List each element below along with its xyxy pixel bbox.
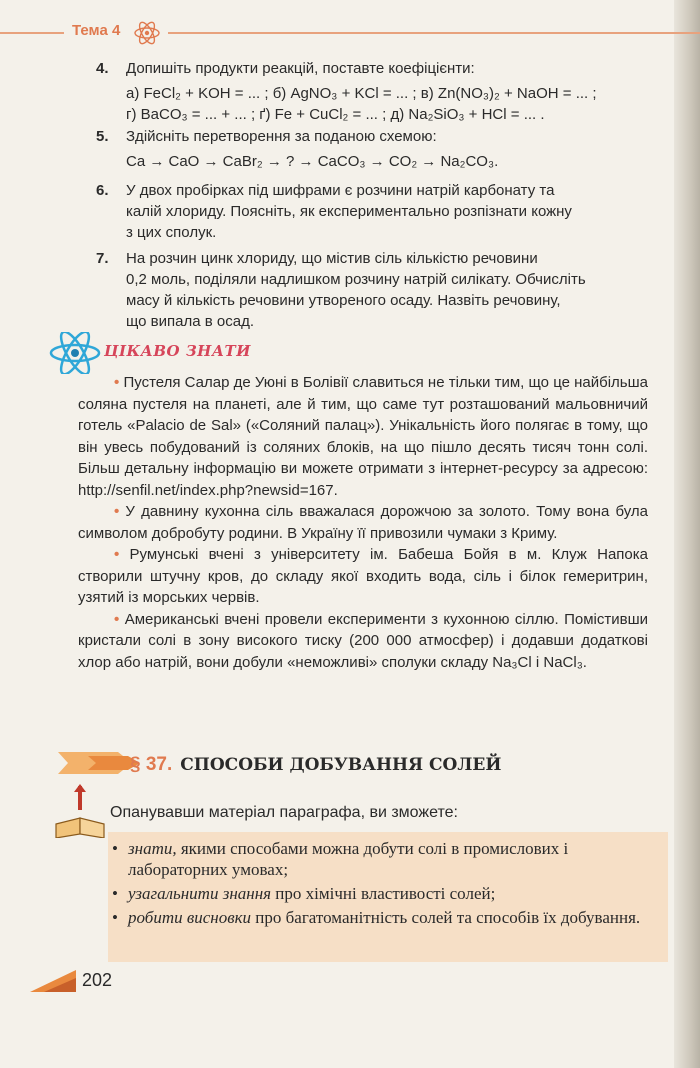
task-6 [96,180,656,243]
fact-text: Пустеля Салар де Уюні в Болівії славиться не тільки тим, що це найбільша соляна пустеля на планеті, але й тим, що саме тут розташований мальовничий готель «Palacio de Sal» («Соляний палац»). Унікальність його полягає в тому, що він увесь побудований із соляних блоків, на що пішло десять тисяч тонн солі. Більш детальну інформацію ви можете отримати з інтернет-ресурсу за адресою: http://senfil.net/index.php?newsid=167. [78,374,648,499]
task-line: г) BaCO₃ = ... + ... ; ґ) Fe + CuCl₂ = ... ; д) Na₂SiO₃ + HCl = ... . [126,106,545,123]
fact-text: Американські вчені провели експерименти з кухонною сіллю. Помістивши кристали солі в зону високого тиску (200 000 атмосфер) і додавши додаткові хлор або натрій, вони добули «неможливі» сполуки складу Na₃Cl і NaCl₃. [78,610,648,671]
task-number: 7. [96,250,109,267]
fact-paragraph [78,501,648,544]
page-number: 202 [82,970,113,990]
task-line: калій хлориду. Поясніть, як експериментально розпізнати кожну [126,203,572,220]
bullet-icon: • [114,374,120,391]
objective-keyword: робити висновки [128,908,252,927]
bullet-icon: • [114,546,120,563]
objective-text: якими способами можна добути солі в промислових і лабораторних умовах; [128,839,569,879]
objectives-list [112,838,652,931]
theme-label: Тема 4 [72,22,121,39]
open-book-icon [54,784,110,838]
fact-text: У давнину кухонна сіль вважалася дорожчою за золото. Тому вона була символом добробуту родини. В Україну її привозили чумаки з Криму. [78,503,648,542]
fact-paragraph [78,372,648,501]
objective-text: про хімічні властивості солей; [271,884,496,903]
bullet-icon: • [112,839,118,858]
objective-item [112,907,652,928]
objective-item [112,838,652,880]
bullet-icon: • [112,884,118,903]
fact-paragraph [78,609,648,674]
bullet-icon: • [112,908,118,927]
task-line: а) FeCl₂ + KOH = ... ; б) AgNO₃ + KCl = ... ; в) Zn(NO₃)₂ + NaOH = ... ; [126,85,597,102]
task-7 [96,248,656,332]
task-line: У двох пробірках під шифрами є розчини натрій карбонату та [126,182,555,199]
atom-icon [132,18,162,48]
objective-item [112,883,652,904]
fact-paragraph [78,544,648,609]
task-line: Здійсніть перетворення за поданою схемою: [126,128,437,145]
section-heading [130,754,501,776]
bullet-icon: • [114,610,120,628]
interest-title: ЦІКАВО ЗНАТИ [104,342,251,360]
page-footer [30,966,130,996]
objective-keyword: узагальнити знання [128,884,272,903]
section-number: § 37. [130,754,173,775]
interest-facts [78,372,648,673]
section-title: СПОСОБИ ДОБУВАННЯ СОЛЕЙ [180,755,502,775]
task-4 [96,58,656,125]
task-line: Ca → CaO → CaBr₂ → ? → CaCO₃ → CO₂ → Na₂CO₃. [126,153,499,170]
task-number: 6. [96,182,109,199]
page-edge [674,0,700,1068]
page-header [0,18,700,48]
task-line: з цих сполук. [126,224,217,241]
objective-text: про багатоманітність солей та способів їх добування. [251,908,641,927]
fact-text: Румунські вчені з університету ім. Бабеша Бойя в м. Клуж Напока створили штучну кров, до складу якої входить вода, сіль і білок гемеритрин, узятий із морських червів. [78,546,648,606]
header-rule-left [0,32,64,34]
task-line: 0,2 моль, поділяли надлишком розчину натрій силікату. Обчисліть [126,271,586,288]
bullet-icon: • [114,503,120,520]
task-5 [96,126,656,172]
atom-icon [48,332,102,374]
interest-header [48,332,308,374]
task-line: Допишіть продукти реакцій, поставте коефіцієнти: [126,60,475,77]
task-line: масу й кількість речовини утвореного осаду. Назвіть речовину, [126,292,561,309]
task-line: що випала в осад. [126,313,254,330]
task-number: 5. [96,128,109,145]
objective-keyword: знати, [128,839,177,858]
task-line: На розчин цинк хлориду, що містив сіль кількістю речовини [126,250,538,267]
header-rule-right [168,32,700,34]
task-number: 4. [96,60,109,77]
footer-ornament-icon [30,966,78,994]
objectives-intro: Опанувавши матеріал параграфа, ви зможете: [110,804,458,821]
